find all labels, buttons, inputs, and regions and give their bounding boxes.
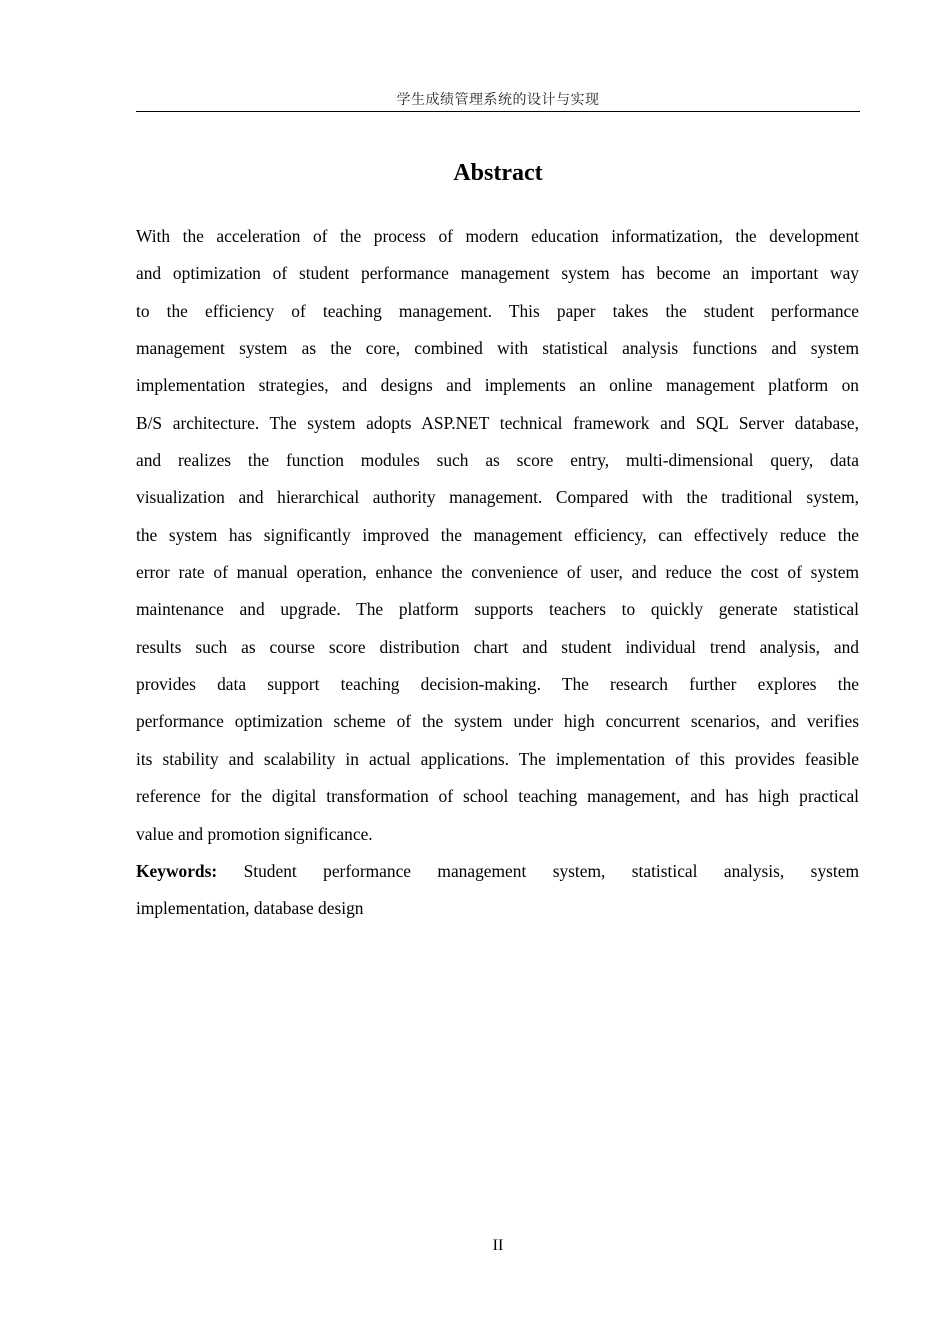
abstract-line: performance optimization scheme of the system under high concurrent scenarios, and verifies — [136, 711, 859, 732]
abstract-line: With the acceleration of the process of modern education informatization, the development — [136, 226, 859, 246]
page-number: II — [492, 1237, 504, 1254]
abstract-line: results such as course score distribution chart and student individual trend analysis, and — [136, 636, 859, 657]
abstract-line: its stability and scalability in actual applications. The implementation of this provides feasible — [136, 748, 859, 769]
abstract-line: error rate of manual operation, enhance the convenience of user, and reduce the cost of system — [136, 562, 859, 583]
abstract-line: management system as the core, combined with statistical analysis functions and system — [136, 338, 859, 359]
running-title: 学生成绩管理系统的设计与实现 — [396, 92, 600, 108]
keywords-line-1 — [136, 853, 859, 890]
abstract-line: provides data support teaching decision-making. The research further explores the — [136, 674, 859, 695]
keywords-section — [136, 853, 859, 928]
abstract-line: maintenance and upgrade. The platform supports teachers to quickly generate statistical — [136, 599, 859, 620]
keywords-line-2: implementation, database design — [136, 898, 364, 919]
running-header — [136, 90, 860, 112]
abstract-line: and optimization of student performance management system has become an important way — [136, 263, 859, 284]
abstract-line: to the efficiency of teaching management. This paper takes the student performance — [136, 300, 859, 321]
abstract-line: the system has significantly improved the management efficiency, can effectively reduce the — [136, 524, 859, 545]
abstract-line: visualization and hierarchical authority management. Compared with the traditional system, — [136, 487, 859, 508]
abstract-line: implementation strategies, and designs and implements an online management platform on — [136, 375, 859, 396]
abstract-body — [136, 218, 859, 853]
keywords-text: Student performance management system, statistical analysis, system — [217, 861, 859, 881]
abstract-line: B/S architecture. The system adopts ASP.NET technical framework and SQL Server database, — [136, 412, 859, 433]
abstract-line: and realizes the function modules such as score entry, multi-dimensional query, data — [136, 450, 859, 471]
keywords-label: Keywords: — [136, 861, 218, 881]
abstract-line: value and promotion significance. — [136, 823, 373, 844]
abstract-line: reference for the digital transformation of school teaching management, and has high practical — [136, 786, 859, 807]
abstract-heading: Abstract — [453, 160, 543, 186]
